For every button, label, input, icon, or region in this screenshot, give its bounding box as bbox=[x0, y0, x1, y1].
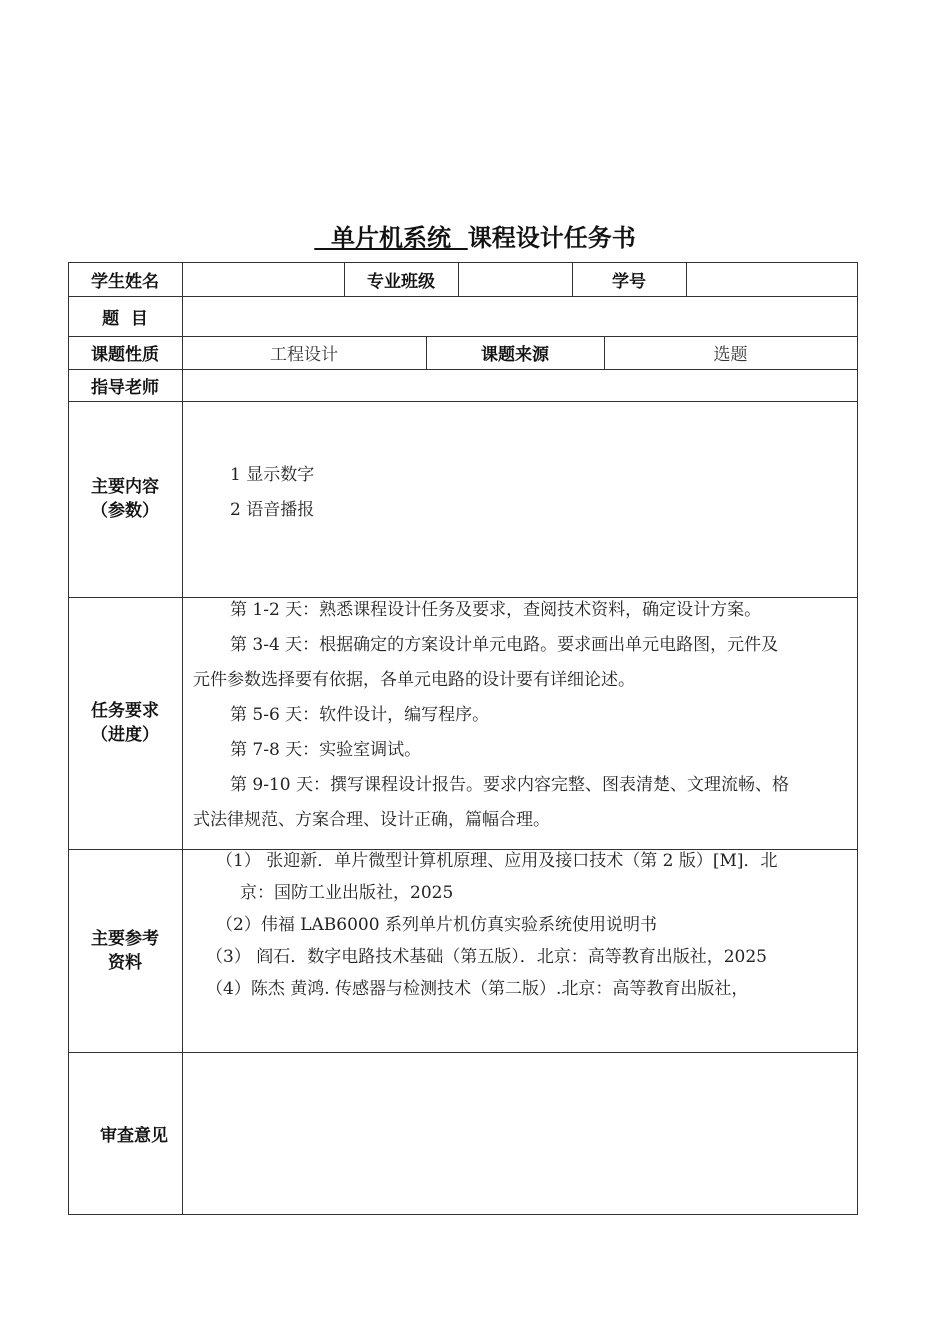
reference-line: （1） 张迎新．单片微型计算机原理、应用及接口技术（第 2 版）[M]．北 bbox=[216, 851, 778, 871]
review-value[interactable] bbox=[182, 1052, 857, 1214]
content-item: 2 语音播报 bbox=[230, 500, 315, 520]
title-subject: 单片机系统 bbox=[331, 224, 451, 252]
content-item: 1 显示数字 bbox=[230, 465, 315, 485]
document-title bbox=[0, 218, 950, 253]
review-label: 审查意见 bbox=[100, 1125, 168, 1146]
content-label: 主要内容 （参数） bbox=[91, 477, 159, 521]
reference-line: （2）伟福 LAB6000 系列单片机仿真实验系统使用说明书 bbox=[216, 915, 657, 935]
title-suffix: 课程设计任务书 bbox=[467, 224, 636, 252]
source-label: 课题来源 bbox=[481, 345, 549, 365]
nature-value: 工程设计 bbox=[270, 345, 338, 365]
reference-line: （4）陈杰 黄鸿. 传感器与检测技术（第二版）.北京：高等教育出版社， bbox=[206, 979, 749, 999]
tasks-label: 任务要求 （进度） bbox=[91, 701, 159, 745]
student-name-label: 学生姓名 bbox=[91, 271, 159, 292]
class-value[interactable] bbox=[458, 262, 572, 296]
advisor-value[interactable] bbox=[182, 369, 857, 401]
student-id-label: 学号 bbox=[612, 271, 646, 292]
content-list bbox=[230, 458, 830, 528]
task-table bbox=[68, 262, 858, 1215]
reference-line: 京：国防工业出版社，2025 bbox=[240, 883, 454, 903]
nature-label: 课题性质 bbox=[91, 345, 159, 365]
topic-label: 题 目 bbox=[102, 308, 148, 329]
task-line: 式法律规范、方案合理、设计正确，篇幅合理。 bbox=[193, 810, 550, 830]
task-line: 第 1-2 天：熟悉课程设计任务及要求，查阅技术资料，确定设计方案。 bbox=[230, 600, 762, 620]
source-value: 选题 bbox=[713, 345, 748, 365]
task-line: 第 5-6 天：软件设计，编写程序。 bbox=[230, 705, 490, 725]
advisor-label: 指导老师 bbox=[91, 377, 159, 398]
task-line: 第 9-10 天：撰写课程设计报告。要求内容完整、图表清楚、文理流畅、格 bbox=[230, 775, 789, 795]
class-label: 专业班级 bbox=[367, 271, 435, 292]
references-list bbox=[198, 845, 853, 1005]
student-name-value[interactable] bbox=[182, 262, 344, 296]
tasks-text bbox=[193, 593, 853, 838]
topic-value[interactable] bbox=[182, 296, 857, 336]
task-line: 元件参数选择要有依据，各单元电路的设计要有详细论述。 bbox=[193, 670, 635, 690]
references-label: 主要参考 资料 bbox=[91, 928, 159, 973]
reference-line: （3） 阎石．数字电路技术基础（第五版）．北京：高等教育出版社，2025 bbox=[206, 947, 767, 967]
task-line: 第 3-4 天：根据确定的方案设计单元电路。要求画出单元电路图，元件及 bbox=[230, 635, 779, 655]
task-line: 第 7-8 天：实验室调试。 bbox=[230, 740, 422, 760]
student-id-value[interactable] bbox=[686, 262, 857, 296]
